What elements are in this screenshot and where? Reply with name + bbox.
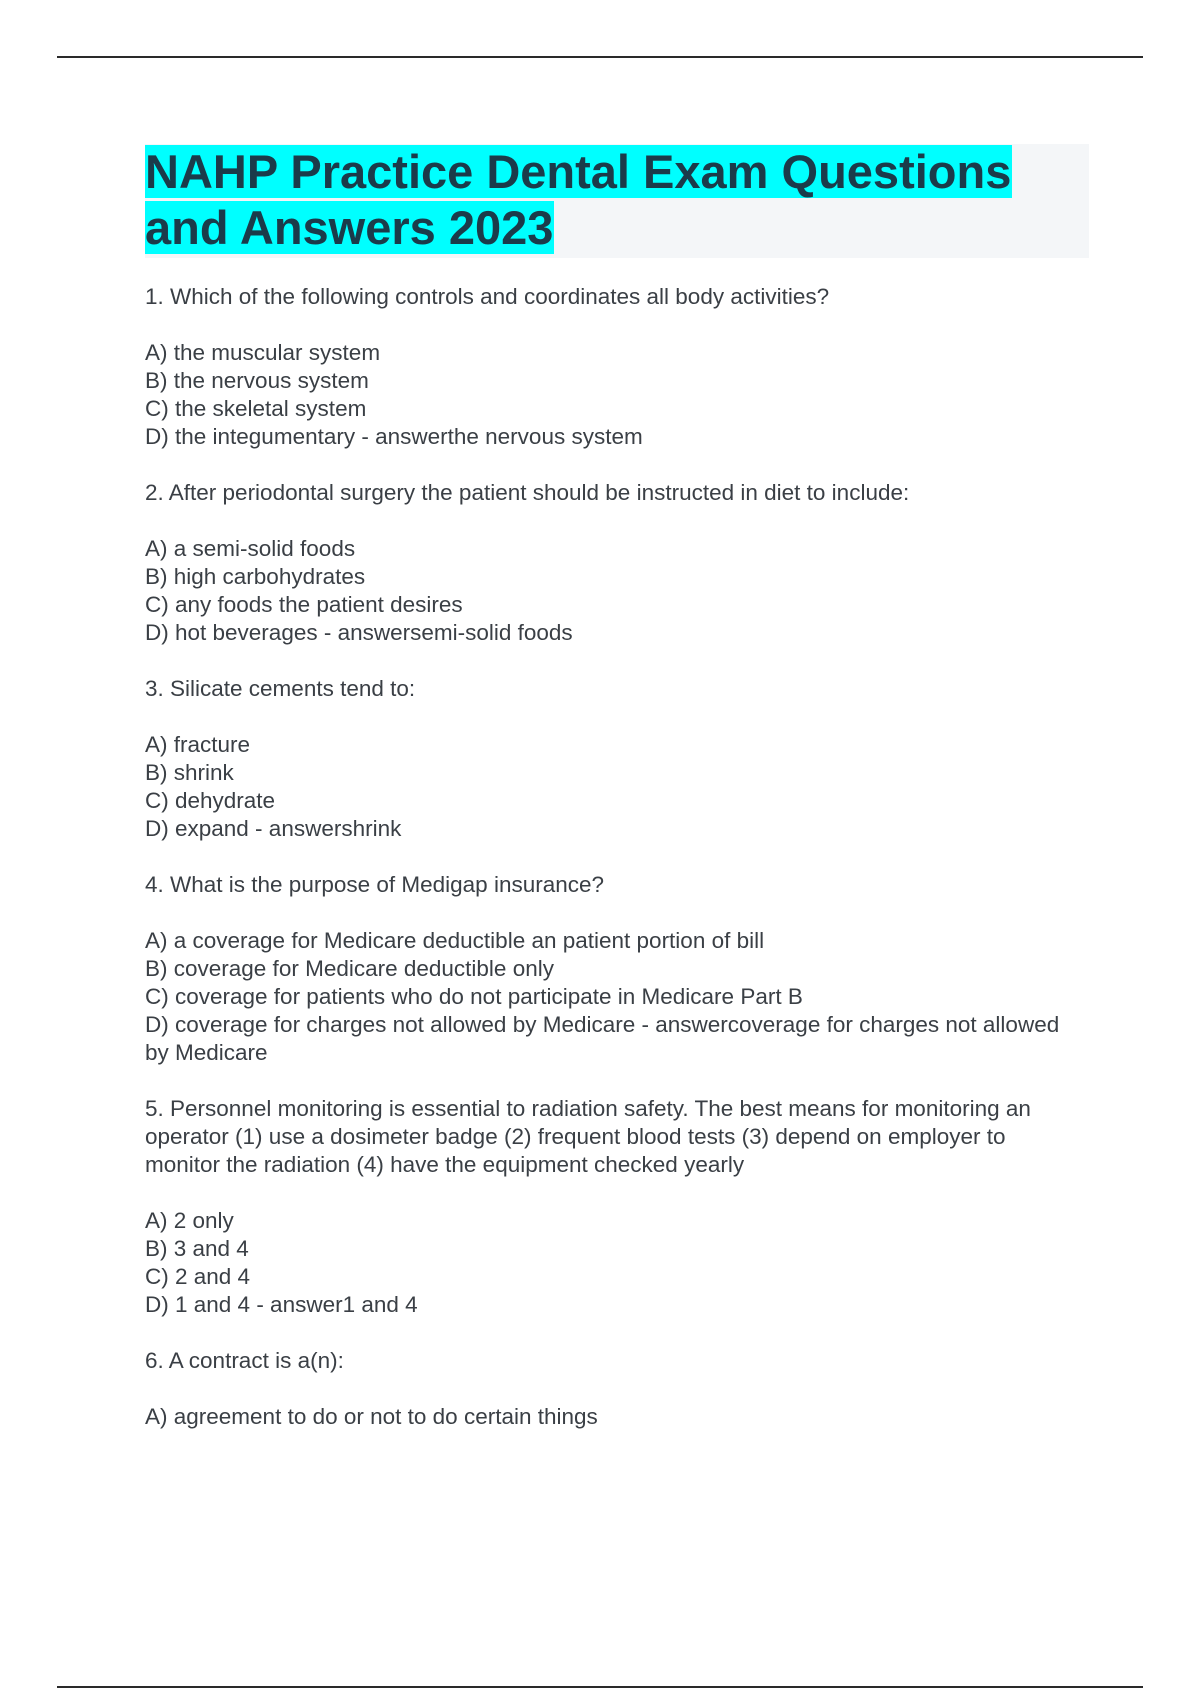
header-divider — [57, 56, 1143, 58]
question-text: 1. Which of the following controls and coordinates all body activities? — [145, 284, 830, 309]
question-list — [145, 283, 1085, 1459]
option-d: D) the integumentary - answerthe nervous system — [145, 424, 643, 449]
question-item — [145, 675, 1085, 843]
option-a: A) a semi-solid foods — [145, 536, 356, 561]
title-line-2: and Answers 2023 — [145, 201, 554, 254]
question-text: 5. Personnel monitoring is essential to radiation safety. The best means for monitoring an operator (1) use a dosimeter badge (2) frequent blood tests (3) depend on employer to monitor the radiation (4) have the equipment checked yearly — [145, 1096, 1031, 1177]
option-b: B) the nervous system — [145, 368, 369, 393]
question-item — [145, 1347, 1085, 1431]
option-c: C) dehydrate — [145, 788, 276, 813]
option-d: D) expand - answershrink — [145, 816, 402, 841]
option-a: A) the muscular system — [145, 340, 381, 365]
option-a: A) agreement to do or not to do certain things — [145, 1404, 598, 1429]
question-item — [145, 1095, 1085, 1319]
page-title — [145, 144, 1089, 256]
option-b: B) shrink — [145, 760, 234, 785]
answer-options — [145, 731, 1085, 843]
question-item — [145, 283, 1085, 451]
answer-options — [145, 1403, 1085, 1431]
answer-options — [145, 535, 1085, 647]
option-a: A) fracture — [145, 732, 251, 757]
question-text: 2. After periodontal surgery the patient should be instructed in diet to include: — [145, 480, 910, 505]
question-item — [145, 479, 1085, 647]
answer-options — [145, 339, 1085, 451]
question-text: 6. A contract is a(n): — [145, 1348, 344, 1373]
option-c: C) 2 and 4 — [145, 1264, 251, 1289]
footer-divider — [57, 1686, 1143, 1688]
question-item — [145, 871, 1085, 1067]
option-a: A) 2 only — [145, 1208, 234, 1233]
option-a: A) a coverage for Medicare deductible an patient portion of bill — [145, 928, 765, 953]
option-c: C) any foods the patient desires — [145, 592, 463, 617]
answer-options — [145, 1207, 1085, 1319]
option-d: D) 1 and 4 - answer1 and 4 — [145, 1292, 418, 1317]
question-text: 4. What is the purpose of Medigap insurance? — [145, 872, 605, 897]
option-c: C) coverage for patients who do not participate in Medicare Part B — [145, 984, 803, 1009]
option-d: D) hot beverages - answersemi-solid foods — [145, 620, 573, 645]
title-block — [145, 144, 1089, 258]
answer-options — [145, 927, 1085, 1067]
option-c: C) the skeletal system — [145, 396, 367, 421]
option-d: D) coverage for charges not allowed by Medicare - answercoverage for charges not allowed by Medicare — [145, 1012, 1060, 1065]
option-b: B) coverage for Medicare deductible only — [145, 956, 554, 981]
question-text: 3. Silicate cements tend to: — [145, 676, 416, 701]
option-b: B) 3 and 4 — [145, 1236, 249, 1261]
option-b: B) high carbohydrates — [145, 564, 366, 589]
title-line-1: NAHP Practice Dental Exam Questions — [145, 145, 1012, 198]
